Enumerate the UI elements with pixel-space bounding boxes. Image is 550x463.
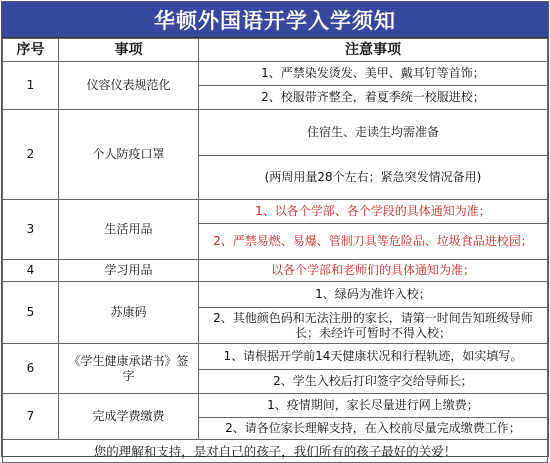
row-note: 2、学生入校后打印签字交给导师长； (199, 370, 548, 394)
row-note: 1、以各个学部、各个学段的具体通知为准； (199, 200, 548, 224)
row-note: 2、校服带齐整全，着夏季统一校服进校； (199, 86, 548, 110)
row-num: 3 (3, 200, 59, 260)
row-num: 1 (3, 62, 59, 110)
table-row (3, 282, 548, 308)
header-item: 事项 (59, 39, 199, 62)
document-title: 华顿外国语开学入学须知 (2, 2, 548, 38)
header-notes: 注意事项 (199, 39, 548, 62)
table-row (3, 260, 548, 282)
row-note: 1、绿码为准许入校； (199, 282, 548, 308)
row-item: 完成学费缴费 (59, 394, 199, 440)
notice-table (2, 38, 548, 463)
row-note: 1、请根据开学前14天健康状况和行程轨迹，如实填写。 (199, 344, 548, 370)
notice-document (1, 1, 549, 457)
table-row (3, 200, 548, 224)
row-note: 以各个学部和老师们的具体通知为准； (199, 260, 548, 282)
header-num: 序号 (3, 39, 59, 62)
row-num: 5 (3, 282, 59, 344)
footer-message: 您的理解和支持，是对自己的孩子，我们所有的孩子最好的关爱！ (3, 440, 548, 463)
table-row (3, 394, 548, 418)
row-num: 6 (3, 344, 59, 394)
row-note: 1、疫情期间，家长尽量进行网上缴费； (199, 394, 548, 418)
table-row (3, 344, 548, 370)
row-note: 1、严禁染发烫发、美甲、戴耳钉等首饰； (199, 62, 548, 86)
row-item: 苏康码 (59, 282, 199, 344)
table-row (3, 62, 548, 86)
row-item: 仪容仪表规范化 (59, 62, 199, 110)
row-num: 4 (3, 260, 59, 282)
row-note: 2、其他颜色码和无法注册的家长，请第一时间告知班级导师长；未经许可暂时不得入校； (199, 308, 548, 344)
row-note: 住宿生、走读生均需准备 (199, 110, 548, 156)
row-note: 2、请各位家长理解支持，在入校前尽量完成缴费工作； (199, 418, 548, 440)
row-note: 2、严禁易燃、易爆、管制刀具等危险品、垃圾食品进校园； (199, 224, 548, 260)
row-item: 个人防疫口罩 (59, 110, 199, 200)
row-num: 7 (3, 394, 59, 440)
row-item: 生活用品 (59, 200, 199, 260)
row-item: 《学生健康承诺书》签字 (59, 344, 199, 394)
header-row (3, 39, 548, 62)
row-item: 学习用品 (59, 260, 199, 282)
row-note: (两周用量28个左右；紧急突发情况备用) (199, 156, 548, 200)
table-row (3, 110, 548, 156)
row-num: 2 (3, 110, 59, 200)
footer-row (3, 440, 548, 463)
